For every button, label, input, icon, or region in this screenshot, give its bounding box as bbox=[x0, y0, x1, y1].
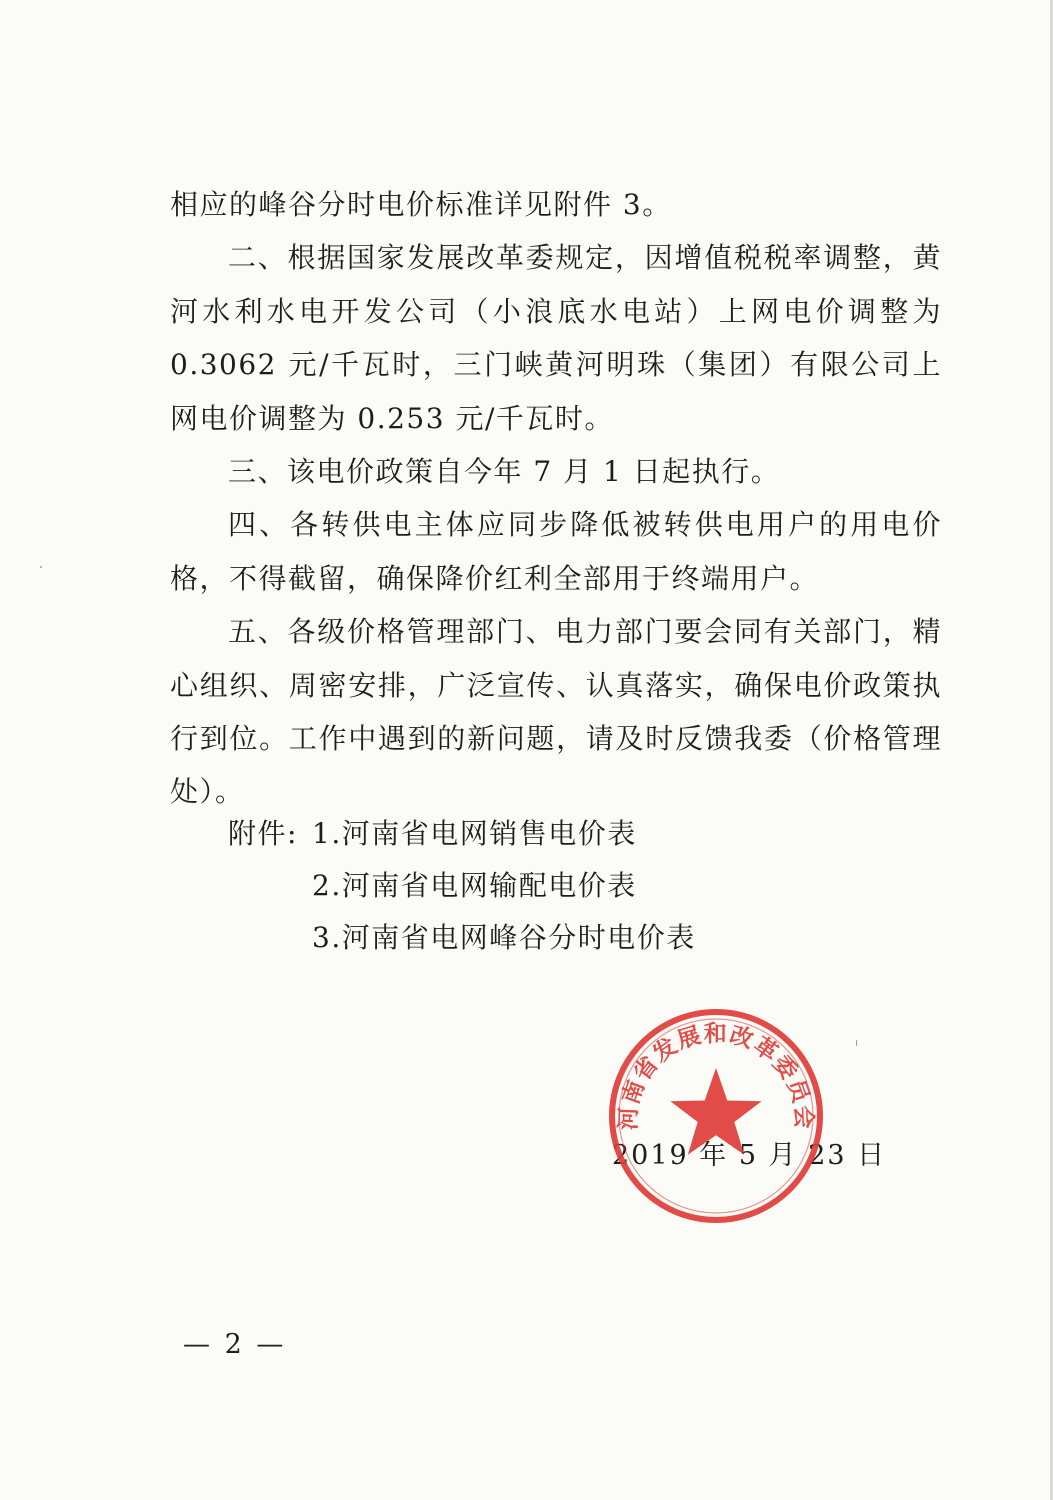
official-seal bbox=[606, 1006, 826, 1226]
attachment-row bbox=[228, 808, 696, 860]
scan-speck bbox=[40, 566, 42, 568]
document-body bbox=[170, 178, 942, 819]
attachment-item: 3.河南省电网峰谷分时电价表 bbox=[312, 921, 696, 954]
paragraph-item-2: 二、根据国家发展改革委规定，因增值税税率调整，黄河水利水电开发公司（小浪底水电站）上网电价调整为 0.3062 元/千瓦时，三门峡黄河明珠（集团）有限公司上网电价调整为 0.253 元/千瓦时。 bbox=[170, 241, 942, 435]
page-number: — 2 — bbox=[183, 1329, 287, 1360]
seal-text: 河南省发展和改革委员会 bbox=[615, 1021, 817, 1131]
attachment-item: 1.河南省电网销售电价表 bbox=[312, 817, 637, 850]
paragraph-item-5: 五、各级价格管理部门、电力部门要会同有关部门，精心组织、周密安排，广泛宣传、认真落实，确保电价政策执行到位。工作中遇到的新问题，请及时反馈我委（价格管理处）。 bbox=[170, 615, 942, 809]
star-icon bbox=[670, 1068, 761, 1155]
scan-speck bbox=[856, 1040, 857, 1046]
attachments-list bbox=[228, 808, 696, 964]
paragraph-continuation: 相应的峰谷分时电价标准详见附件 3。 bbox=[170, 188, 672, 221]
attachments-label: 附件: bbox=[228, 817, 298, 850]
issue-date: 2019 年 5 月 23 日 bbox=[612, 1140, 887, 1171]
attachment-item: 2.河南省电网输配电价表 bbox=[312, 869, 637, 902]
paragraph-item-4: 四、各转供电主体应同步降低被转供电用户的用电价格，不得截留，确保降价红利全部用于终端用户。 bbox=[170, 508, 942, 595]
attachment-row bbox=[228, 912, 696, 964]
attachment-row bbox=[228, 860, 696, 912]
paragraph-item-3: 三、该电价政策自今年 7 月 1 日起执行。 bbox=[228, 455, 781, 489]
